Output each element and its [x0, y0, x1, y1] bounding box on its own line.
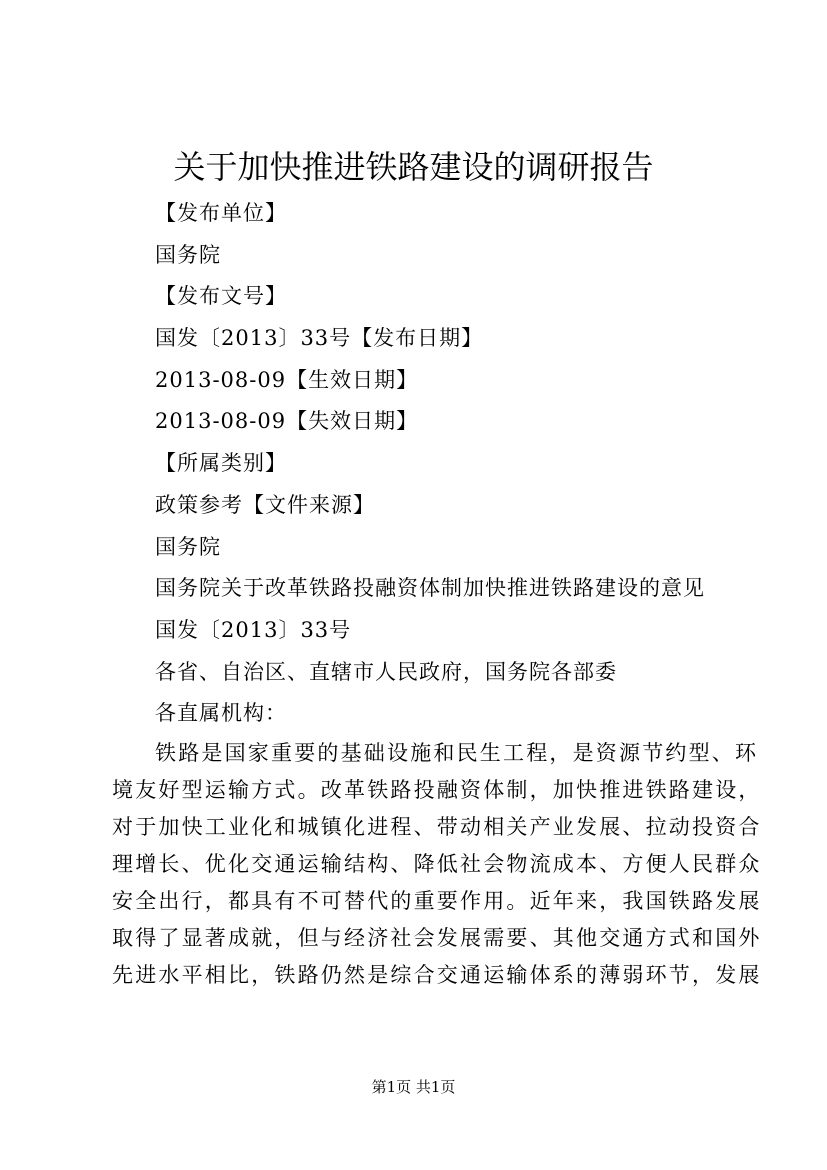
- page-number: 第1页 共1页: [371, 1078, 456, 1096]
- body-line: 铁路是国家重要的基础设施和民生工程，是资源节约型、环: [155, 741, 759, 765]
- meta-line: 【所属类别】: [155, 451, 287, 476]
- body-line: 境友好型运输方式。改革铁路投融资体制，加快推进铁路建设，: [112, 778, 762, 802]
- meta-line: 各直属机构：: [155, 701, 287, 726]
- meta-line: 国务院: [155, 242, 221, 267]
- meta-line: 国务院关于改革铁路投融资体制加快推进铁路建设的意见: [155, 576, 705, 601]
- meta-line: 国发〔2013〕33号【发布日期】: [155, 326, 484, 351]
- body-line: 取得了显著成就，但与经济社会发展需要、其他交通方式和国外: [112, 926, 762, 950]
- meta-line: 国发〔2013〕33号: [155, 617, 352, 642]
- meta-line: 2013-08-09【失效日期】: [155, 409, 419, 434]
- body-line: 对于加快工业化和城镇化进程、带动相关产业发展、拉动投资合: [112, 815, 762, 839]
- document-title: 关于加快推进铁路建设的调研报告: [173, 148, 654, 186]
- meta-line: 【发布文号】: [155, 284, 287, 309]
- metadata-block: [155, 193, 795, 735]
- body-line: 理增长、优化交通运输结构、降低社会物流成本、方便人民群众: [112, 852, 762, 876]
- body-paragraph: [112, 735, 762, 994]
- meta-line: 各省、自治区、直辖市人民政府，国务院各部委: [155, 659, 617, 684]
- meta-line: 2013-08-09【生效日期】: [155, 367, 419, 392]
- meta-line: 【发布单位】: [155, 201, 287, 225]
- meta-line: 政策参考【文件来源】: [155, 492, 375, 517]
- body-line: 先进水平相比，铁路仍然是综合交通运输体系的薄弱环节，发展: [112, 963, 762, 987]
- meta-line: 国务院: [155, 534, 221, 559]
- body-line: 安全出行，都具有不可替代的重要作用。近年来，我国铁路发展: [112, 889, 762, 913]
